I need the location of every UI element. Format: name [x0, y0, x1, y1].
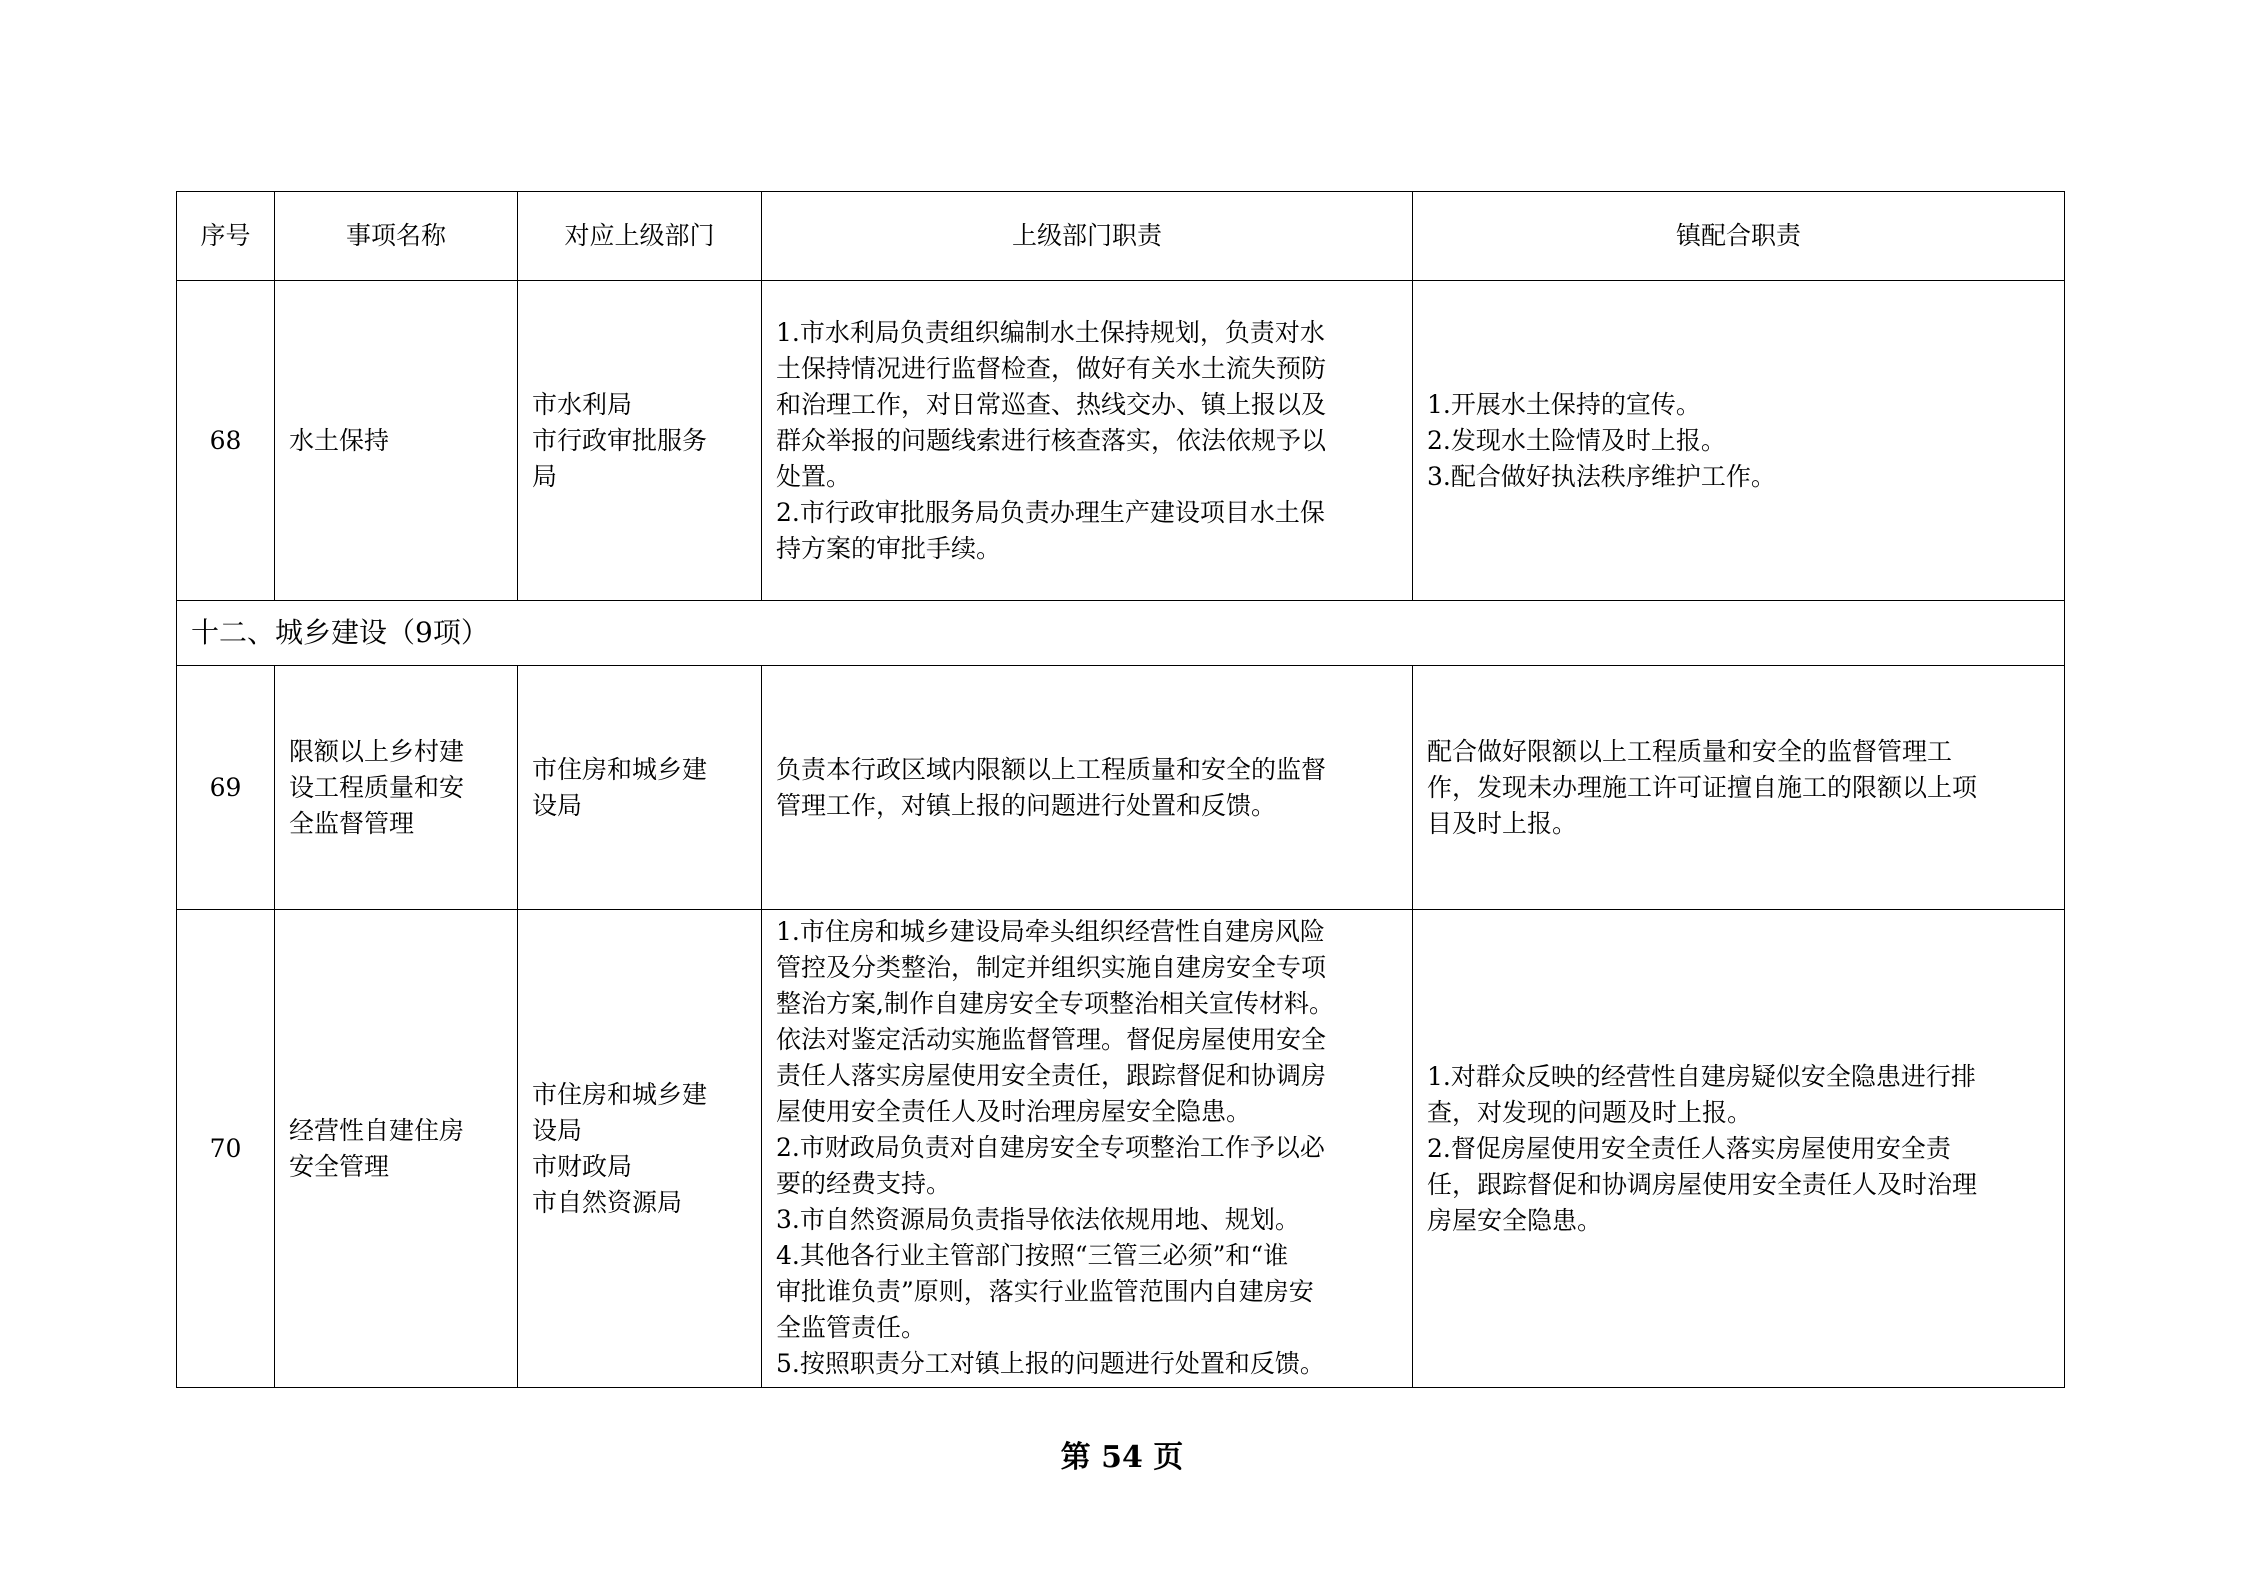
text-line: 整治方案,制作自建房安全专项整治相关宣传材料。 [776, 989, 1334, 1018]
text-line: 负责本行政区域内限额以上工程质量和安全的监督 [776, 754, 1327, 784]
text-line: 市自然资源局 [532, 1187, 683, 1217]
table-row-69 [177, 666, 2065, 910]
item-name-lines [289, 1113, 503, 1185]
superior-dept-lines [532, 752, 747, 824]
text-line: 和治理工作，对日常巡查、热线交办、镇上报以及 [776, 389, 1327, 419]
text-line: 限额以上乡村建 [289, 736, 465, 766]
superior-dept-lines [532, 1077, 747, 1221]
town-duty [1413, 910, 2065, 1388]
superior-dept [518, 910, 762, 1388]
text-line: 局 [532, 461, 558, 491]
text-line: 审批谁负责”原则，落实行业监管范围内自建房安 [776, 1277, 1314, 1306]
text-line: 1.市住房和城乡建设局牵头组织经营性自建房风险 [776, 917, 1325, 946]
town-duty [1413, 666, 2065, 910]
header-superior-dept: 对应上级部门 [518, 192, 762, 281]
text-line: 配合做好限额以上工程质量和安全的监督管理工 [1427, 736, 1953, 766]
text-line: 2.市财政局负责对自建房安全专项整治工作予以必 [776, 1133, 1325, 1162]
text-line: 5.按照职责分工对镇上报的问题进行处置和反馈。 [776, 1349, 1325, 1378]
header-row [177, 192, 2065, 281]
text-line: 安全管理 [289, 1151, 390, 1181]
item-name-lines [289, 423, 503, 459]
town-duty-lines [1427, 1059, 2050, 1239]
text-line: 3.市自然资源局负责指导依法依规用地、规划。 [776, 1205, 1300, 1234]
text-line: 责任人落实房屋使用安全责任，跟踪督促和协调房 [776, 1061, 1327, 1090]
text-line: 设局 [532, 1115, 583, 1145]
town-duty-lines [1427, 734, 2050, 842]
text-line: 屋使用安全责任人及时治理房屋安全隐患。 [776, 1097, 1252, 1126]
text-line: 处置。 [776, 461, 852, 491]
text-line: 市住房和城乡建 [532, 1079, 708, 1109]
item-name [275, 281, 518, 601]
table-row-68 [177, 281, 2065, 601]
text-line: 经营性自建住房 [289, 1115, 465, 1145]
text-line: 设局 [532, 790, 583, 820]
text-line: 管理工作，对镇上报的问题进行处置和反馈。 [776, 790, 1277, 820]
table-row-70 [177, 910, 2065, 1388]
page-number: 第 54 页 [1060, 1440, 1184, 1475]
superior-duty-lines [776, 914, 1398, 1382]
text-line: 查，对发现的问题及时上报。 [1427, 1097, 1753, 1127]
text-line: 水土保持 [289, 425, 390, 455]
superior-duty [762, 281, 1413, 601]
header-superior-duty: 上级部门职责 [762, 192, 1413, 281]
section-row [177, 601, 2065, 666]
text-line: 市行政审批服务 [532, 425, 708, 455]
text-line: 要的经费支持。 [776, 1169, 952, 1198]
superior-duty [762, 666, 1413, 910]
superior-duty-lines [776, 752, 1398, 824]
text-line: 土保持情况进行监督检查，做好有关水土流失预防 [776, 353, 1327, 383]
text-line: 2.督促房屋使用安全责任人落实房屋使用安全责 [1427, 1133, 1951, 1163]
text-line: 市住房和城乡建 [532, 754, 708, 784]
text-line: 1.市水利局负责组织编制水土保持规划，负责对水 [776, 317, 1325, 347]
text-line: 2.市行政审批服务局负责办理生产建设项目水土保 [776, 497, 1325, 527]
header-item-name: 事项名称 [275, 192, 518, 281]
superior-dept [518, 666, 762, 910]
superior-dept [518, 281, 762, 601]
text-line: 任，跟踪督促和协调房屋使用安全责任人及时治理 [1427, 1169, 1978, 1199]
text-line: 目及时上报。 [1427, 808, 1578, 838]
header-town-duty: 镇配合职责 [1413, 192, 2065, 281]
text-line: 市水利局 [532, 389, 633, 419]
superior-duty-lines [776, 315, 1398, 567]
text-line: 3.配合做好执法秩序维护工作。 [1427, 461, 1776, 491]
duty-table [176, 191, 2065, 1388]
item-name [275, 910, 518, 1388]
item-name-lines [289, 734, 503, 842]
text-line: 全监管责任。 [776, 1313, 927, 1342]
text-line: 4.其他各行业主管部门按照“三管三必须”和“谁 [776, 1241, 1289, 1270]
text-line: 房屋安全隐患。 [1427, 1205, 1603, 1235]
superior-dept-lines [532, 387, 747, 495]
text-line: 依法对鉴定活动实施监督管理。督促房屋使用安全 [776, 1025, 1327, 1054]
text-line: 群众举报的问题线索进行核查落实，依法依规予以 [776, 425, 1327, 455]
text-line: 持方案的审批手续。 [776, 533, 1002, 563]
text-line: 2.发现水土险情及时上报。 [1427, 425, 1726, 455]
row-number: 70 [177, 910, 275, 1388]
text-line: 全监督管理 [289, 808, 415, 838]
text-line: 市财政局 [532, 1151, 633, 1181]
text-line: 1.开展水土保持的宣传。 [1427, 389, 1701, 419]
text-line: 管控及分类整治，制定并组织实施自建房安全专项 [776, 953, 1327, 982]
town-duty [1413, 281, 2065, 601]
header-seq: 序号 [177, 192, 275, 281]
superior-duty [762, 910, 1413, 1388]
row-number: 69 [177, 666, 275, 910]
town-duty-lines [1427, 387, 2050, 495]
item-name [275, 666, 518, 910]
text-line: 1.对群众反映的经营性自建房疑似安全隐患进行排 [1427, 1061, 1976, 1091]
section-title: 十二、城乡建设（9项） [177, 601, 2065, 666]
text-line: 作，发现未办理施工许可证擅自施工的限额以上项 [1427, 772, 1978, 802]
row-number: 68 [177, 281, 275, 601]
text-line: 设工程质量和安 [289, 772, 465, 802]
